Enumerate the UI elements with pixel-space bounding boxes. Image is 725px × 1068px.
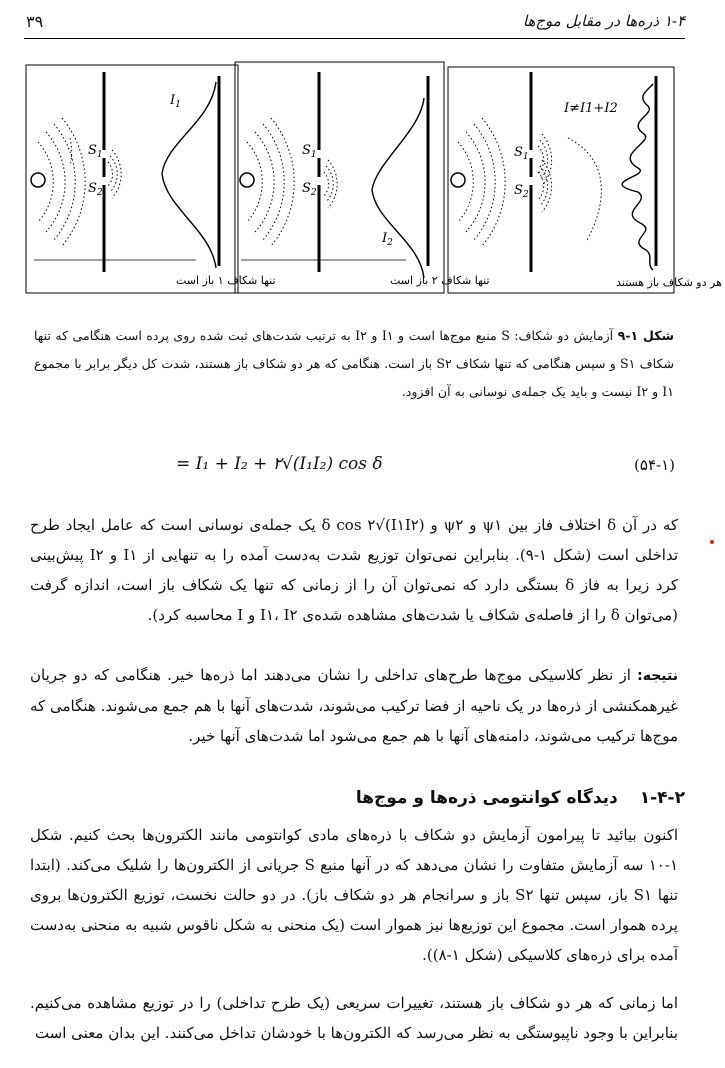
caption-label: شکل ۱-۹	[617, 328, 674, 343]
figure-caption	[34, 322, 674, 406]
conclusion-text: از نظر کلاسیکی موج‌ها طرح‌های تداخلی را نشان می‌دهند اما ذره‌ها خیر. هنگامی که دو جریان غیرهمکنشی از ذره‌ها در یک ناحیه از فضا ترکیب می‌شوند، شدت‌های آنها با هم جمع می‌شوند. هنگامی که موج‌ها ترکیب می‌شوند، دامنه‌های آنها با هم جمع می‌شود اما شدت‌های آنها خیر.	[30, 666, 678, 745]
source-circle	[31, 173, 45, 187]
equation-body: = I₁ + I₂ + ۲√(I₁I₂) cos δ	[176, 454, 383, 474]
label-s1: $S_1$	[514, 145, 529, 162]
page-number: ۳۹	[26, 12, 44, 31]
panel-slit1-open	[26, 65, 276, 293]
intensity-curve-I1	[162, 82, 216, 268]
running-title: ۱-۴ ذره‌ها در مقابل موج‌ها	[522, 12, 685, 30]
paragraph-conclusion	[30, 660, 678, 751]
panel-both-open	[448, 67, 722, 293]
caption-text: آزمایش دو شکاف: S منبع موج‌ها است و I۱ و I۲ به ترتیب شدت‌های ثبت شده روی پرده است هنگامی که تنها شکاف S۱ و سپس هنگامی که تنها شکاف S۲ باز است. هنگامی که هر دو شکاف باز هستند، شدت کل دیگر برابر با مجموع I۱ و I۲ نیست و باید یک جمله‌ی نوسانی به آن افزود.	[34, 328, 674, 399]
section-title: دیدگاه کوانتومی ذره‌ها و موج‌ها	[355, 788, 618, 808]
label-I2: $I_2$	[382, 231, 393, 248]
paragraph-3: اکنون بیائید تا پیرامون آزمایش دو شکاف با ذره‌های مادی کوانتومی مانند الکترون‌ها بحث کنیم. شکل ۱-۱۰ سه آزمایش متفاوت را نشان می‌دهد که در آنها منبع S جریانی از الکترون‌ها را شلیک می‌کند. (ابتدا تنها S۱ باز، سپس تنها S۲ باز و سرانجام هر دو شکاف باز). در دو حالت نخست، توزیع الکترون‌ها بروی پرده هموار است. مجموع این توزیع‌ها نیز هموار است (یک منحنی به شکل ناقوس شبیه به منحنی به‌دست آمده برای ذره‌های کلاسیکی (شکل ۱-۸)).	[30, 826, 679, 964]
label-s2: $S_2$	[302, 181, 317, 198]
panel-frame	[26, 65, 238, 293]
source-circle	[240, 173, 254, 187]
equation-54-1	[150, 450, 675, 486]
page-header	[24, 8, 685, 39]
panel1-caption: تنها شکاف ۱ باز است	[176, 274, 276, 287]
panel-frame	[448, 67, 674, 293]
label-s2: $S_2$	[514, 183, 529, 200]
panel2-caption: تنها شکاف ۲ باز است	[390, 274, 490, 287]
panel3-caption: هر دو شکاف باز هستند	[616, 276, 722, 289]
margin-marker	[710, 540, 714, 544]
label-s2: $S_2$	[88, 181, 103, 198]
paragraph-4: اما زمانی که هر دو شکاف باز هستند، تغییرات سریعی (یک طرح تداخلی) را در توزیع مشاهده می‌کنیم. بنابراین با وجود ناپیوستگی به نظر می‌رسد که الکترون‌ها با خودشان تداخل می‌کنند. این بدان معنی است	[30, 994, 678, 1042]
section-heading	[356, 788, 685, 808]
intensity-curve-interference	[622, 84, 653, 270]
conclusion-label: نتیجه:	[637, 668, 678, 684]
label-I1: $I_1$	[170, 93, 181, 110]
intensity-curve-I2	[372, 98, 424, 278]
section-number: ۱-۴-۲	[639, 788, 685, 808]
source-circle	[451, 173, 465, 187]
paragraph-1: که در آن δ اختلاف فاز بین ψ۱ و ψ۲ و δ cos ۲√(I۱I۲) یک جمله‌ی نوسانی است که عامل ایجاد طرح تداخلی است (شکل ۱-۹). بنابراین نمی‌توان توزیع شدت به‌دست آمده را به تنهایی از I۱ و I۲ پیش‌بینی کرد زیرا به فاز δ بستگی دارد که نمی‌توان آن را از زمانی که تنها یک شکاف باز است، اندازه گرفت (می‌توان δ را از فاصله‌ی شکاف یا شدت‌های مشاهده شده‌ی I۱، I۲ و I محاسبه کرد).	[30, 516, 679, 624]
panel-frame	[235, 62, 444, 293]
equation-number: (۵۴-۱)	[634, 456, 675, 474]
label-s1: $S_1$	[88, 143, 103, 160]
label-s1: $S_1$	[302, 143, 317, 160]
label-I-neq: I≠I1+I2	[564, 101, 618, 116]
double-slit-figure	[26, 62, 722, 298]
